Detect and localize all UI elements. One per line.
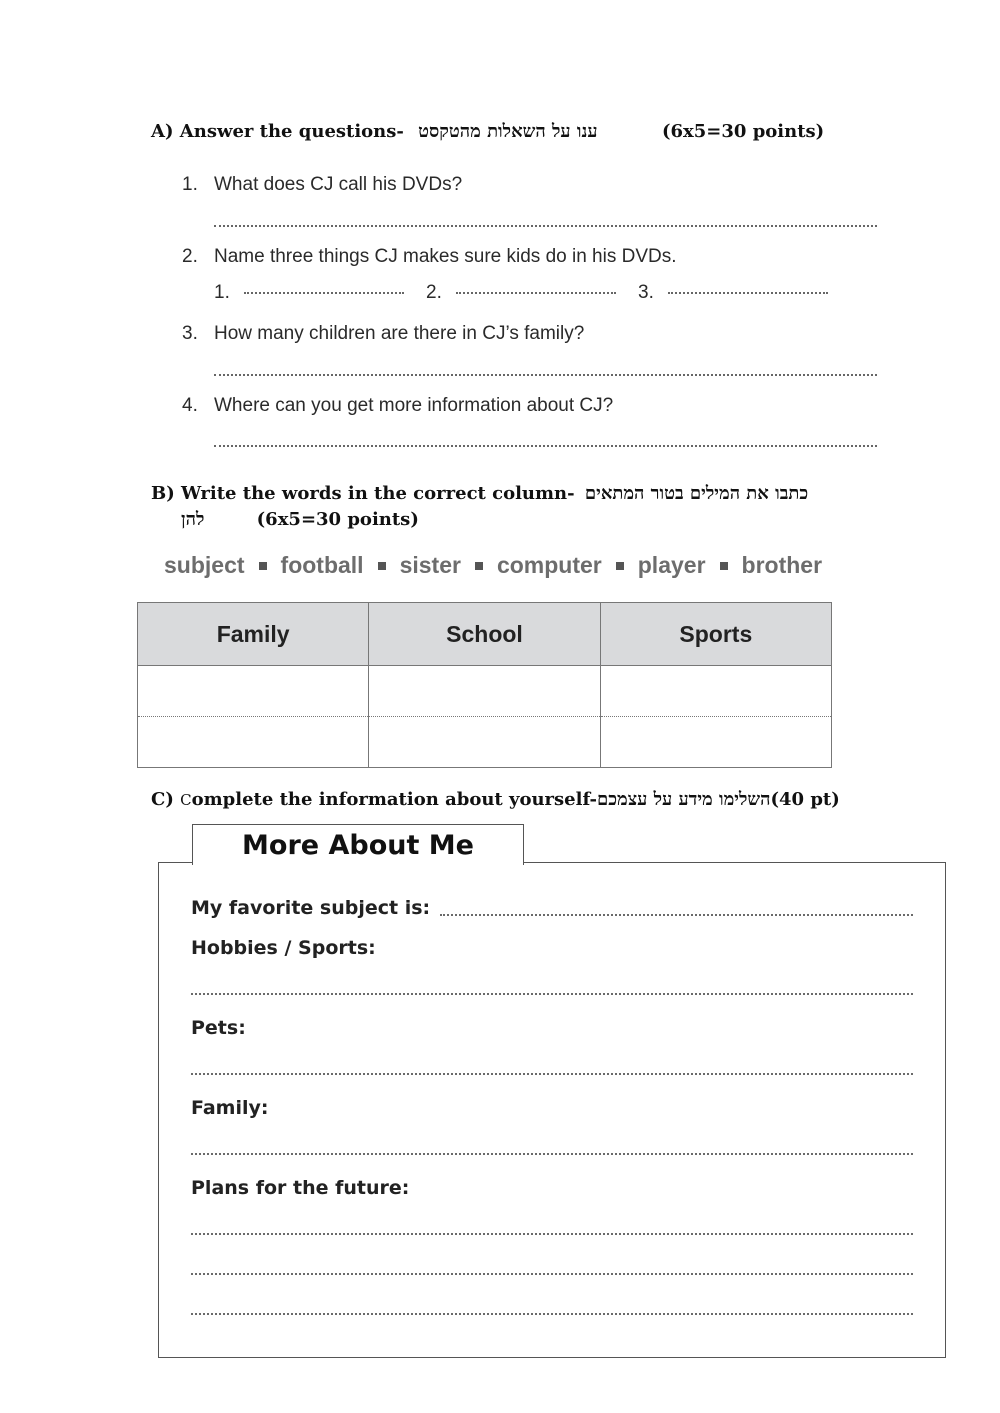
family-cell-2[interactable]: [138, 717, 369, 768]
answer-line-2c[interactable]: [668, 292, 828, 294]
word-subject: subject: [164, 552, 245, 578]
question-2: 2. Name three things CJ makes sure kids do in his DVDs.: [182, 246, 677, 267]
word-bank: [164, 552, 822, 579]
family-line[interactable]: [191, 1153, 913, 1155]
word-brother: brother: [741, 552, 823, 578]
section-b-heading-line2: להן (6x5=30 points): [181, 509, 419, 530]
school-cell-2[interactable]: [369, 717, 600, 768]
pets-line[interactable]: [191, 1073, 913, 1075]
plans-line-1[interactable]: [191, 1233, 913, 1235]
family-label: Family:: [191, 1097, 269, 1119]
question-4: 4. Where can you get more information about CJ?: [182, 395, 614, 416]
word-computer: computer: [496, 552, 602, 578]
question-3: 3. How many children are there in CJ’s family?: [182, 323, 585, 344]
family-cell-1[interactable]: [138, 666, 369, 717]
section-a-points: (6x5=30 points): [662, 121, 825, 142]
hobbies-label: Hobbies / Sports:: [191, 937, 376, 959]
column-header-school: School: [369, 603, 600, 666]
answer-line-3[interactable]: [214, 374, 877, 376]
column-header-sports: Sports: [600, 603, 831, 666]
answer-line-2a[interactable]: [244, 292, 404, 294]
column-header-family: Family: [138, 603, 369, 666]
answer-line-4[interactable]: [214, 445, 877, 447]
word-player: player: [637, 552, 706, 578]
sports-cell-2[interactable]: [600, 717, 831, 768]
favorite-subject-line[interactable]: [440, 914, 913, 916]
word-columns-table: [137, 602, 832, 768]
section-b-heading: B) Write the words in the correct column- כתבו את המילים בטור המתאים: [151, 483, 809, 504]
question-1: 1. What does CJ call his DVDs?: [182, 174, 463, 195]
answer-line-2b[interactable]: [456, 292, 616, 294]
word-football: football: [280, 552, 364, 578]
more-about-me-title: More About Me: [192, 824, 524, 865]
hobbies-line[interactable]: [191, 993, 913, 995]
section-a-heading: A) Answer the questions- ענו על השאלות מהטקסט: [151, 121, 598, 142]
pets-label: Pets:: [191, 1017, 246, 1039]
school-cell-1[interactable]: [369, 666, 600, 717]
section-c-heading: C) Complete the information about yourself-השלימו מידע על עצמכם(40 pt): [151, 789, 840, 810]
plans-line-2[interactable]: [191, 1273, 913, 1275]
plans-label: Plans for the future:: [191, 1177, 410, 1199]
sports-cell-1[interactable]: [600, 666, 831, 717]
plans-line-3[interactable]: [191, 1313, 913, 1315]
word-sister: sister: [399, 552, 461, 578]
answer-line-1[interactable]: [214, 225, 877, 227]
question-2-answers: 1. 2. 3.: [214, 282, 850, 304]
favorite-subject-label: My favorite subject is:: [191, 897, 431, 919]
